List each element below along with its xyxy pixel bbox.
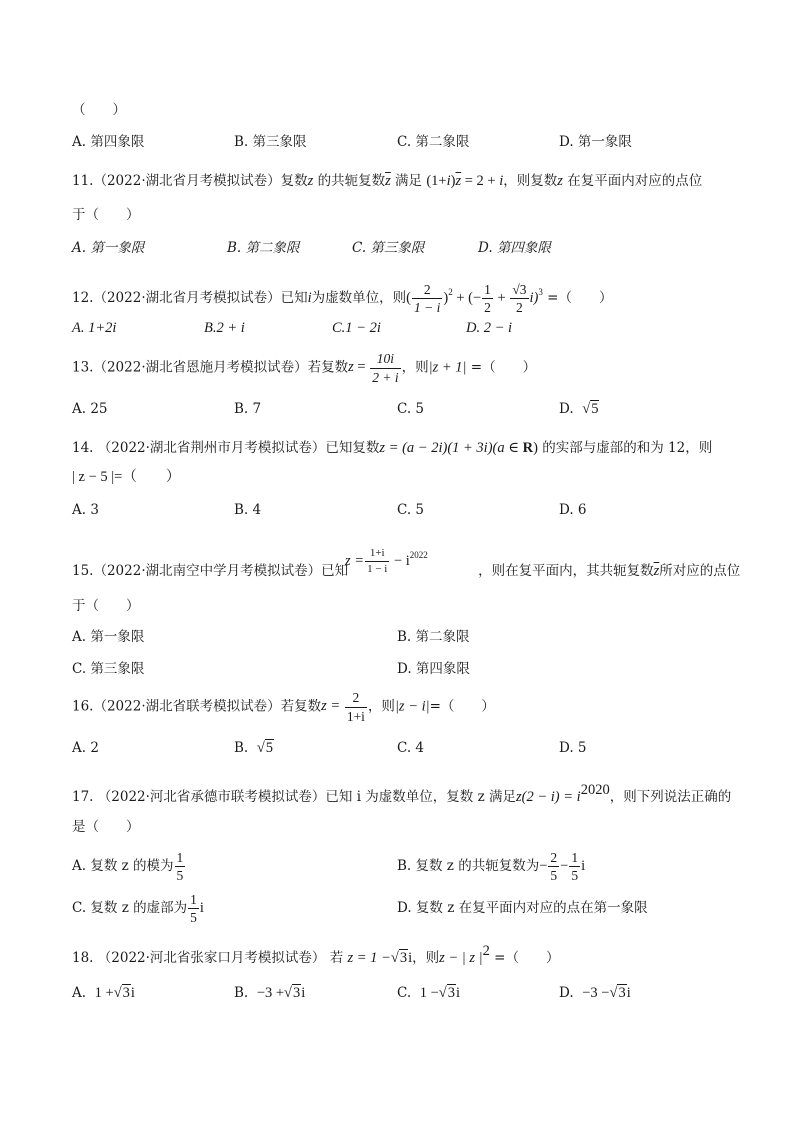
q11-stem: 11.（2022·湖北省月考模拟试卷）复数z 的共轭复数$\overline{z}$ 满足 $(1+i)\overline{z} = 2 + i$，则复数z 在复平面内对应的点位 [72,173,703,189]
sqrt-symbol: √5 [256,740,274,756]
q13-option-b: B. 7 [234,401,262,417]
q17-b-fraction-1: $\frac{2}{5}$ [550,849,558,883]
q12-option-c: C.1 − 2i [332,320,381,336]
q14-stem: 14. （2022·湖北省荆州市月考模拟试卷）已知复数z = (a − 2i)(1 + 3i)(a ∈ R) 的实部与虚部的和为 12，则 [72,440,713,456]
q11-option-a: A. 第一象限 [72,240,145,256]
sqrt-symbol: √3 [609,985,626,1001]
q12-fraction-2: $\frac{1}{2}$ [484,281,491,316]
q14-stem-line2: | z − 5 |=（ ） [72,469,181,485]
q16-option-a: A. 2 [72,740,99,756]
q15-option-b: B. 第二象限 [397,629,470,645]
q15-stem: 15.（2022·湖北南空中学月考模拟试卷）已知 ，则在复平面内，其共轭复数$\overline{z}$所对应的点位 [72,563,741,579]
q13-option-a: A. 25 [72,401,108,417]
q10-option-d: D. 第一象限 [559,134,632,150]
q12-option-b: B.2 + i [204,320,245,336]
q16-stem: 16.（2022·湖北省联考模拟试卷）若复数z = $\frac{2}{1+i}$ ，则|z − i|=（ ） [72,690,495,724]
q13-fraction: $\frac{10i}{2 + i}$ [372,351,399,385]
q15-option-a: A. 第一象限 [72,629,145,645]
q14-option-d: D. 6 [559,502,587,518]
q17-stem: 17. （2022·河北省承德市联考模拟试卷）已知 i 为虚数单位，复数 z 满足$z(2 - i) = i^{2020}$，则下列说法正确的 [72,782,732,805]
q15-formula: z = $\frac{1+i}{1 - i}$ − $i^{2022}$ [345,547,428,576]
q18-option-a: A. 1 +√3i [72,985,135,1001]
q12-option-d: D. 2 − i [466,320,513,336]
q11-option-c: C. 第三象限 [352,240,425,256]
q15-stem-line2: 于（ ） [72,598,140,614]
q14-option-a: A. 3 [72,502,99,518]
q17-b-fraction-2: $\frac{1}{5}$ [571,849,579,883]
sqrt-symbol: √3 [113,985,130,1001]
sqrt-symbol: √3 [438,985,456,1001]
q12-stem: 12.（2022·湖北省月考模拟试卷）已知i为虚数单位，则( $\frac{2}{1 - i}$ )$^2$ + (− $\frac{1}{2}$ + $\frac{√3}{2}$ i)$^3$ =（ ） [72,281,613,316]
q14-option-b: B. 4 [234,502,262,518]
q16-option-c: C. 4 [397,740,425,756]
sqrt-symbol: √3 [284,985,301,1001]
q10-option-a: A. 第四象限 [72,134,145,150]
q13-option-d: D. √5 [559,401,599,417]
q17-option-d: D. 复数 z 在复平面内对应的点在第一象限 [397,900,648,916]
q17-a-fraction: $\frac{1}{5}$ [176,849,184,883]
q17-option-b: B. 复数 z 的共轭复数为− $\frac{2}{5}$ − $\frac{1}{5}$ i [397,849,586,883]
sqrt-symbol: √3 [390,950,408,966]
q17-c-fraction: $\frac{1}{5}$ [190,891,197,925]
q11-option-b: B. 第二象限 [227,240,300,256]
q11-stem-line2: 于（ ） [72,207,140,223]
q15-option-d: D. 第四象限 [397,661,470,677]
q13-option-c: C. 5 [397,401,425,417]
q10-tail: （ ） [72,102,126,118]
q18-option-d: D. −3 −√3i [559,985,631,1001]
q18-option-b: B. −3 +√3i [234,985,306,1001]
q18-stem: 18. （2022·河北省张家口月考模拟试卷） 若 z = 1 −√3i，则z − | z $|^2$ =（ ） [72,943,560,966]
q18-option-c: C. 1 −√3i [397,985,461,1001]
q11-option-d: D. 第四象限 [478,240,551,256]
q12-fraction-3: $\frac{√3}{2}$ [512,281,527,316]
q12-option-a: A. 1+2i [72,320,117,336]
q12-fraction-1: $\frac{2}{1 - i}$ [414,281,441,316]
q16-option-d: D. 5 [559,740,587,756]
q17-option-a: A. 复数 z 的模为 $\frac{1}{5}$ [72,849,184,883]
q10-option-c: C. 第二象限 [397,134,470,150]
q13-stem: 13.（2022·湖北省恩施月考模拟试卷）若复数z = $\frac{10i}{2 + i}$ ，则|z + 1| =（ ） [72,351,537,385]
q17-stem-line2: 是（ ） [72,819,140,835]
sqrt-symbol: √5 [582,401,599,417]
q15-fraction: $\frac{1+i}{1 - i}$ [367,547,388,576]
q17-option-c: C. 复数 z 的虚部为 $\frac{1}{5}$ i [72,891,204,925]
q16-fraction: $\frac{2}{1+i}$ [346,690,365,724]
q15-option-c: C. 第三象限 [72,661,145,677]
q16-option-b: B. √5 [234,740,274,756]
q10-option-b: B. 第三象限 [234,134,307,150]
q14-option-c: C. 5 [397,502,425,518]
